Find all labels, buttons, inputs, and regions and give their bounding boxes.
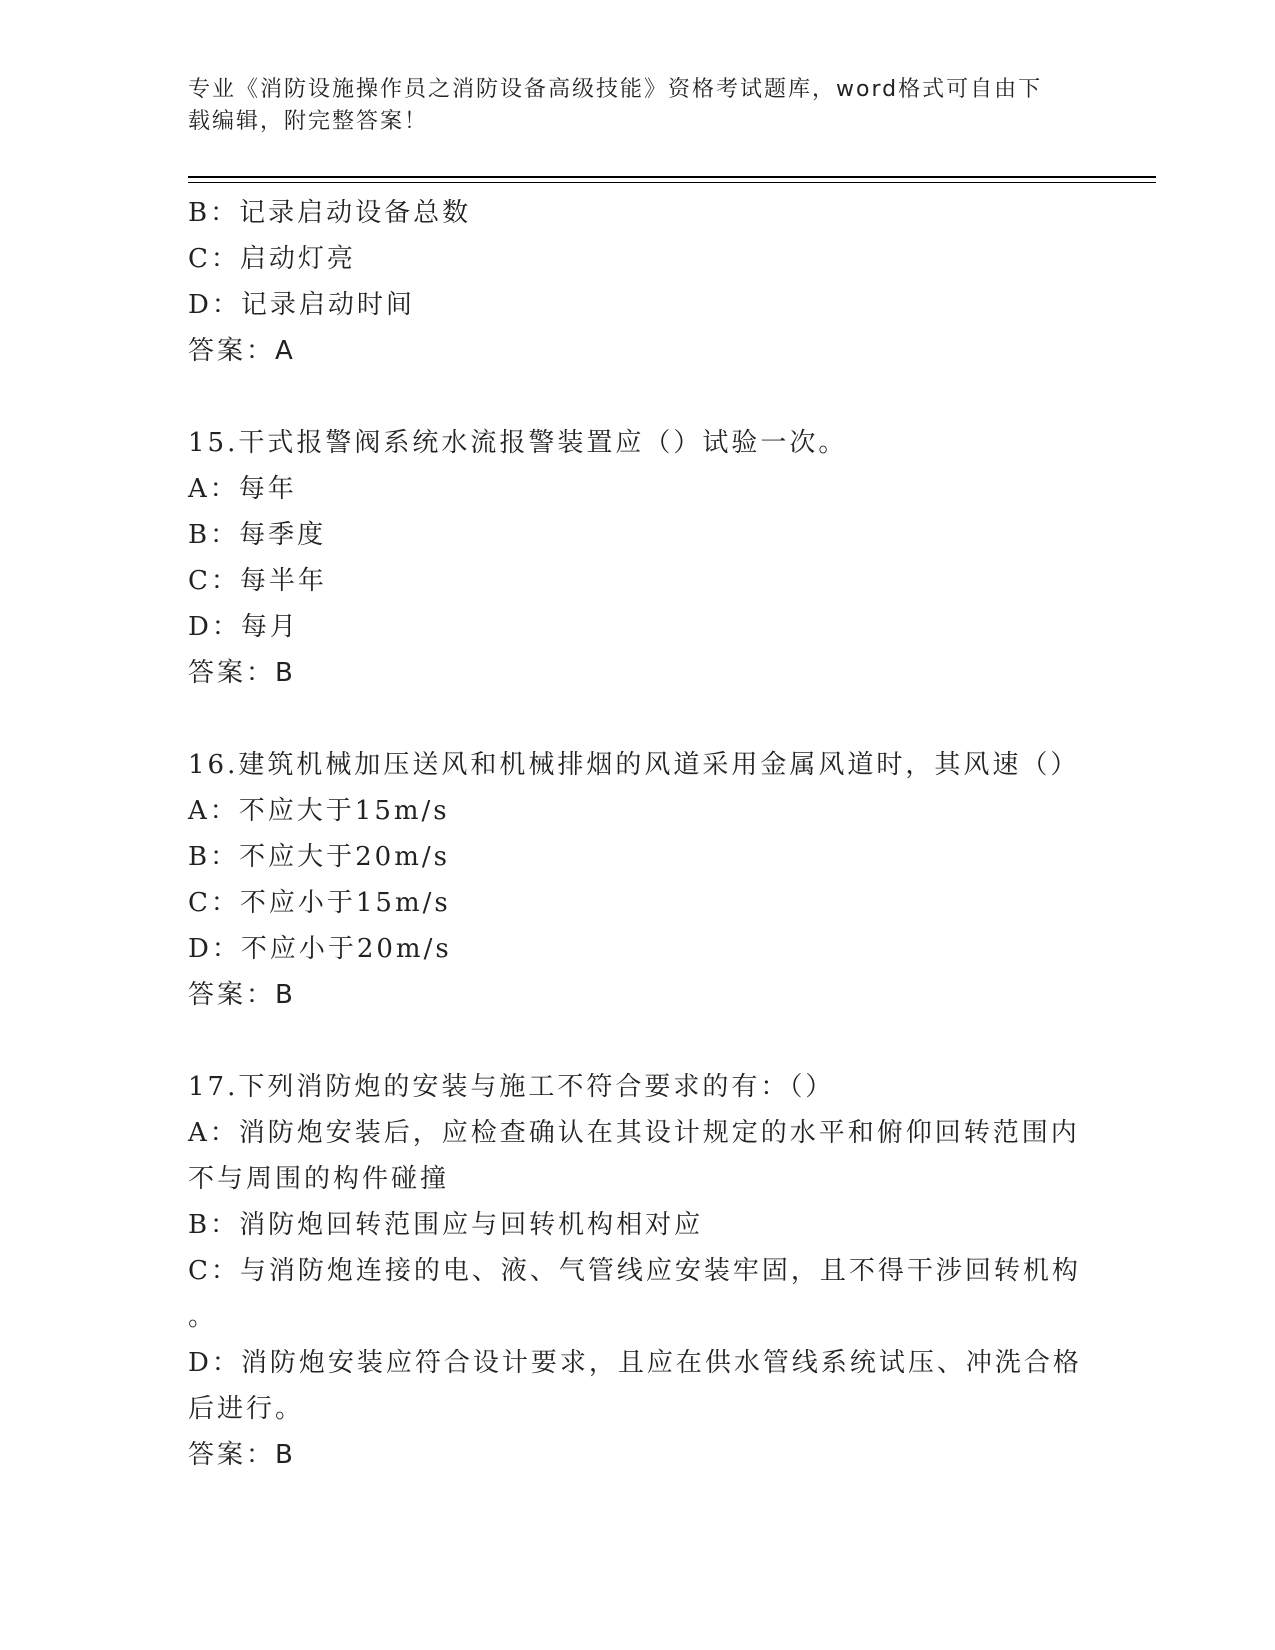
header-line-2: 载编辑，附完整答案！ [188,109,429,134]
q16-option-c: C：不应小于15m/s [188,888,451,918]
q15-stem: 15.干式报警阀系统水流报警装置应（）试验一次。 [188,428,848,458]
question-content [188,190,1088,1478]
header-divider-thin [188,182,1156,183]
q16-option-a: A：不应大于15m/s [188,796,450,826]
q17-stem: 17.下列消防炮的安装与施工不符合要求的有：（） [188,1072,835,1102]
q17-answer: 答案：B [188,1440,296,1470]
q17-option-d-line1: D：消防炮安装应符合设计要求，且应在供水管线系统试压、冲洗合格 [188,1348,1082,1378]
q16-option-d: D：不应小于20m/s [188,934,452,964]
header-line-1: 专业《消防设施操作员之消防设备高级技能》资格考试题库，word格式可自由下 [188,77,1043,102]
q17-option-d-line2: 后进行。 [188,1394,305,1424]
q17-option-a-line2: 不与周围的构件碰撞 [188,1164,450,1194]
page-header [188,74,1068,138]
q15-option-b: B：每季度 [188,520,327,550]
q17-option-b: B：消防炮回转范围应与回转机构相对应 [188,1210,704,1240]
prev-option-b: B：记录启动设备总数 [188,198,472,228]
prev-option-d: D：记录启动时间 [188,290,415,320]
prev-answer: 答案：A [188,336,296,366]
q15-answer: 答案：B [188,658,296,688]
header-divider-thick [188,176,1156,178]
q15-option-d: D：每月 [188,612,299,642]
q15-option-c: C：每半年 [188,566,327,596]
q16-answer: 答案：B [188,980,296,1010]
q15-option-a: A：每年 [188,474,297,504]
prev-option-c: C：启动灯亮 [188,244,356,274]
q16-option-b: B：不应大于20m/s [188,842,450,872]
q17-option-c-line2: 。 [188,1302,218,1332]
q17-option-c-line1: C：与消防炮连接的电、液、气管线应安装牢固，且不得干涉回转机构 [188,1256,1081,1286]
q17-option-a-line1: A：消防炮安装后，应检查确认在其设计规定的水平和俯仰回转范围内 [188,1118,1080,1148]
q16-stem: 16.建筑机械加压送风和机械排烟的风道采用金属风道时，其风速（） [188,750,1080,780]
